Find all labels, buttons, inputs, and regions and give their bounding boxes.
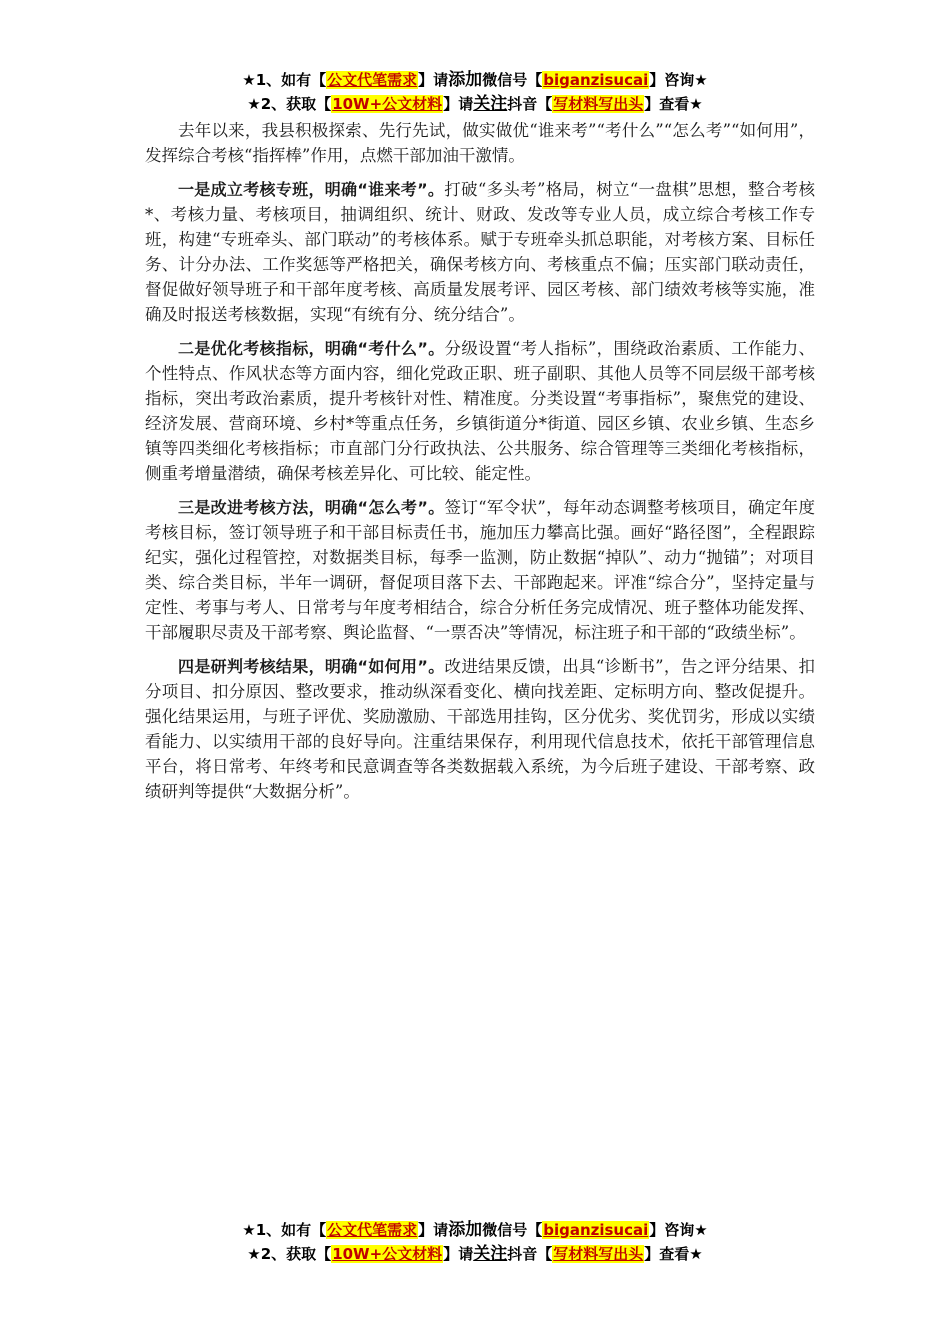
section-paragraph bbox=[145, 336, 815, 486]
promo-header bbox=[0, 68, 950, 116]
promo-text: ★2、获取【 bbox=[247, 95, 332, 113]
promo-highlight-douyin-id: 写材料写出头 bbox=[553, 1245, 644, 1263]
promo-text: 微信号【 bbox=[482, 1221, 543, 1239]
section-paragraph bbox=[145, 495, 815, 645]
promo-footer bbox=[0, 1218, 950, 1266]
section-lead: 一是成立考核专班，明确“谁来考”。 bbox=[178, 180, 445, 199]
section-lead: 四是研判考核结果，明确“如何用”。 bbox=[178, 657, 445, 676]
promo-emphasis: 添加 bbox=[448, 70, 483, 90]
promo-highlight: 公文代笔需求 bbox=[327, 1221, 418, 1239]
promo-highlight: 10W+公文材料 bbox=[332, 1245, 443, 1263]
promo-text: 】查看★ bbox=[644, 95, 703, 113]
section-lead: 二是优化考核指标，明确“考什么”。 bbox=[178, 339, 445, 358]
promo-text: 】请 bbox=[443, 95, 474, 113]
promo-text: 】请 bbox=[418, 71, 449, 89]
section-text: 打破“多头考”格局，树立“一盘棋”思想，整合考核*、考核力量、考核项目，抽调组织、统计、财政、发改等专业人员，成立综合考核工作专班，构建“专班牵头、部门联动”的考核体系。赋于专班牵头抓总职能，对考核方案、目标任务、计分办法、工作奖惩等严格把关，确保考核方向、考核重点不偏；压实部门联动责任，督促做好领导班子和干部年度考核、高质量发展考评、园区考核、部门绩效考核等实施，准确及时报送考核数据，实现“有统有分、统分结合”。 bbox=[145, 180, 815, 324]
promo-line-1 bbox=[0, 1218, 950, 1242]
promo-emphasis: 关注 bbox=[473, 1244, 508, 1264]
promo-text: 抖音【 bbox=[507, 1245, 553, 1263]
promo-text: ★1、如有【 bbox=[242, 71, 327, 89]
section-paragraph bbox=[145, 654, 815, 804]
promo-text: ★1、如有【 bbox=[242, 1221, 327, 1239]
promo-text: 】查看★ bbox=[644, 1245, 703, 1263]
promo-text: 抖音【 bbox=[507, 95, 553, 113]
promo-text: ★2、获取【 bbox=[247, 1245, 332, 1263]
promo-emphasis: 关注 bbox=[473, 94, 508, 114]
promo-highlight-douyin-id: 写材料写出头 bbox=[553, 95, 644, 113]
section-paragraph bbox=[145, 177, 815, 327]
promo-text: 】咨询★ bbox=[649, 1221, 708, 1239]
promo-line-1 bbox=[0, 68, 950, 92]
promo-text: 】咨询★ bbox=[649, 71, 708, 89]
section-text: 分级设置“考人指标”，围绕政治素质、工作能力、个性特点、作风状态等方面内容，细化党政正职、班子副职、其他人员等不同层级干部考核指标，突出考政治素质，提升考核针对性、精准度。分类设置“考事指标”，聚焦党的建设、经济发展、营商环境、乡村*等重点任务，乡镇街道分*街道、园区乡镇、农业乡镇、生态乡镇等四类细化考核指标；市直部门分行政执法、公共服务、综合管理等三类细化考核指标，侧重考增量潜绩，确保考核差异化、可比较、能定性。 bbox=[145, 339, 815, 483]
promo-emphasis: 添加 bbox=[448, 1220, 483, 1240]
promo-line-2 bbox=[0, 1242, 950, 1266]
promo-text: 微信号【 bbox=[482, 71, 543, 89]
promo-highlight: 10W+公文材料 bbox=[332, 95, 443, 113]
section-text: 签订“军令状”，每年动态调整考核项目，确定年度考核目标，签订领导班子和干部目标责任书，施加压力攀高比强。画好“路径图”，全程跟踪纪实，强化过程管控，对数据类目标，每季一监测，防止数据“掉队”、动力“抛锚”；对项目类、综合类目标，半年一调研，督促项目落下去、干部跑起来。评准“综合分”，坚持定量与定性、考事与考人、日常考与年度考相结合，综合分析任务完成情况、班子整体功能发挥、干部履职尽责及干部考察、舆论监督、“一票否决”等情况，标注班子和干部的“政绩坐标”。 bbox=[145, 498, 815, 642]
promo-highlight-wechat-id: biganzisucai bbox=[543, 71, 649, 89]
article-body bbox=[145, 118, 815, 813]
section-lead: 三是改进考核方法，明确“怎么考”。 bbox=[178, 498, 445, 517]
promo-line-2 bbox=[0, 92, 950, 116]
promo-text: 】请 bbox=[418, 1221, 449, 1239]
intro-paragraph: 去年以来，我县积极探索、先行先试，做实做优“谁来考”“考什么”“怎么考”“如何用”，发挥综合考核“指挥棒”作用，点燃干部加油干激情。 bbox=[145, 121, 815, 165]
promo-highlight: 公文代笔需求 bbox=[327, 71, 418, 89]
promo-highlight-wechat-id: biganzisucai bbox=[543, 1221, 649, 1239]
section-text: 改进结果反馈，出具“诊断书”，告之评分结果、扣分项目、扣分原因、整改要求，推动纵深看变化、横向找差距、定标明方向、整改促提升。强化结果运用，与班子评优、奖励激励、干部选用挂钩，区分优劣、奖优罚劣，形成以实绩看能力、以实绩用干部的良好导向。注重结果保存，利用现代信息技术，依托干部管理信息平台，将日常考、年终考和民意调查等各类数据载入系统，为今后班子建设、干部考察、政绩研判等提供“大数据分析”。 bbox=[145, 657, 815, 801]
promo-text: 】请 bbox=[443, 1245, 474, 1263]
